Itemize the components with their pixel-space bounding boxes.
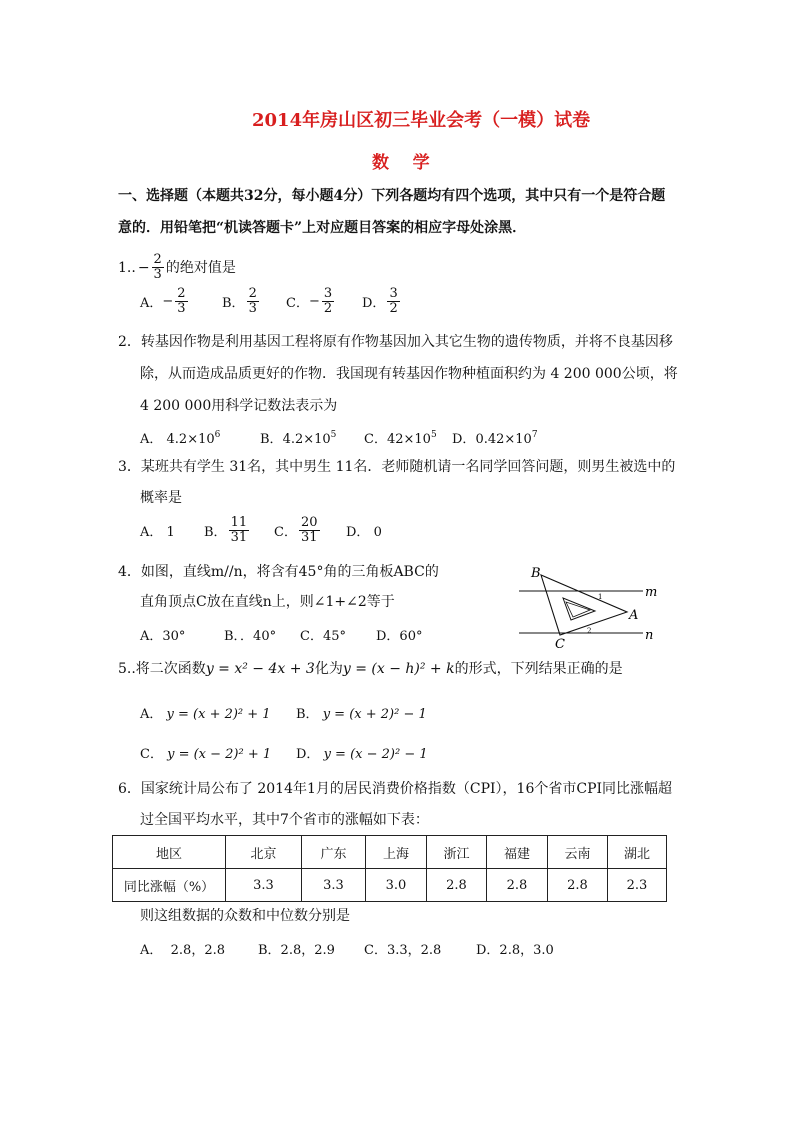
table-header-cell: 上海 <box>366 836 427 869</box>
q4-option-d[interactable]: D．60° <box>376 629 423 644</box>
table-header-cell: 湖北 <box>608 836 667 869</box>
section-instructions-line1: 一、选择题（本题共32分，每小题4分）下列各题均有四个选项，其中只有一个是符合题 <box>118 188 666 204</box>
table-header-cell: 福建 <box>487 836 548 869</box>
q6-option-b[interactable]: B．2.8，2.9 <box>258 943 335 958</box>
q2-line3: 4 200 000用科学记数法表示为 <box>140 398 338 414</box>
label-angle-1: 1 <box>598 593 603 601</box>
q4-line1: 4．如图，直线m//n，将含有45°角的三角板ABC的 <box>118 564 439 580</box>
label-n: n <box>645 628 654 643</box>
q4-line2: 直角顶点C放在直线n上，则∠1+∠2等于 <box>140 594 395 610</box>
label-b: B <box>531 566 541 581</box>
q6-option-d[interactable]: D．2.8，3.0 <box>476 943 554 958</box>
table-cell: 3.3 <box>226 869 302 902</box>
q6-line2: 过全国平均水平，其中7个省市的涨幅如下表： <box>140 812 429 828</box>
q1-number: 1.. <box>118 259 136 276</box>
q6-option-c[interactable]: C．3.3，2.8 <box>364 943 442 958</box>
q1-fraction: $\frac{2}{3}$ <box>153 252 162 282</box>
triangle-inner <box>563 598 595 620</box>
table-row <box>113 869 667 902</box>
q6-line3: 则这组数据的众数和中位数分别是 <box>140 908 350 924</box>
table-header-cell: 云南 <box>548 836 608 869</box>
label-c: C <box>555 637 565 652</box>
q5-function: y = x² − 4x + 3 <box>205 661 315 677</box>
table-row-label: 同比涨幅（%） <box>113 869 226 902</box>
q4-options <box>140 625 422 644</box>
table-cell: 2.8 <box>427 869 487 902</box>
q3-option-b[interactable]: B． $\frac{11}{31}$ <box>204 515 248 545</box>
q2-option-a[interactable]: A． $4.2\times 10^6$ <box>140 430 221 447</box>
q4-option-a[interactable]: A．30° <box>140 629 186 644</box>
q1-option-a[interactable]: A． − $\frac{2}{3}$ <box>140 286 186 316</box>
table-cell: 3.3 <box>302 869 366 902</box>
q1-option-d[interactable]: D． $\frac{3}{2}$ <box>362 286 398 316</box>
q3-option-c[interactable]: C． $\frac{20}{31}$ <box>274 515 318 545</box>
question-1 <box>118 253 236 282</box>
q6-line1: 6．国家统计局公布了 2014年1月的居民消费价格指数（CPI），16个省市CPI同比涨幅超 <box>118 781 673 797</box>
q5-options-row1 <box>140 703 427 722</box>
q2-option-d[interactable]: D．$0.42\times 10^7$ <box>452 430 538 447</box>
q2-line1: 2．转基因作物是利用基因工程将原有作物基因加入其它生物的遗传物质，并将不良基因移 <box>118 334 673 350</box>
table-cell: 2.8 <box>487 869 548 902</box>
q2-line2: 除，从而造成品质更好的作物．我国现有转基因作物种植面积约为 4 200 000公顷，将 <box>140 366 678 382</box>
q4-option-b[interactable]: B．．40° <box>224 629 277 644</box>
section-instructions-line2: 意的．用铅笔把“机读答题卡”上对应题目答案的相应字母处涂黑． <box>118 220 527 236</box>
label-a: A <box>629 608 639 623</box>
q4-option-c[interactable]: C．45° <box>300 629 346 644</box>
table-cell: 3.0 <box>366 869 427 902</box>
q1-option-c[interactable]: C． − $\frac{3}{2}$ <box>286 286 333 316</box>
label-m: m <box>645 585 658 600</box>
table-header-cell: 地区 <box>113 836 226 869</box>
q5-option-c[interactable]: C． y = (x − 2)² + 1 <box>140 747 272 762</box>
q2-options <box>140 428 538 447</box>
subject-title: 数 学 <box>372 153 430 173</box>
q4-triangle-figure <box>515 562 665 652</box>
q3-line2: 概率是 <box>140 490 182 506</box>
triangle-abc <box>541 575 627 635</box>
q6-options <box>140 939 554 958</box>
table-header-cell: 北京 <box>226 836 302 869</box>
q2-option-c[interactable]: C．$42\times 10^5$ <box>364 430 437 447</box>
q5-options-row2 <box>140 743 428 762</box>
q5-option-b[interactable]: B． y = (x + 2)² − 1 <box>296 707 427 722</box>
label-angle-2: 2 <box>587 627 592 635</box>
q3-options <box>140 516 382 545</box>
q1-option-b[interactable]: B． $\frac{2}{3}$ <box>222 286 257 316</box>
q1-options <box>140 287 402 316</box>
q3-option-d[interactable]: D． 0 <box>346 525 382 540</box>
table-cell: 2.3 <box>608 869 667 902</box>
table-header-row <box>113 836 667 869</box>
q2-option-b[interactable]: B．$4.2\times 10^5$ <box>260 430 337 447</box>
table-header-cell: 浙江 <box>427 836 487 869</box>
q5-option-d[interactable]: D． y = (x − 2)² − 1 <box>296 747 428 762</box>
q5-stem: 5..将二次函数y = x² − 4x + 3化为y = (x − h)² + k的形式，下列结果正确的是 <box>118 661 623 677</box>
q3-line1: 3．某班共有学生 31名，其中男生 11名．老师随机请一名同学回答问题，则男生被选中的 <box>118 459 676 475</box>
q1-text: 的绝对值是 <box>165 259 236 276</box>
exam-title: 2014年房山区初三毕业会考（一模）试卷 <box>252 110 591 131</box>
q5-vertex-form: y = (x − h)² + k <box>342 661 455 677</box>
q3-option-a[interactable]: A． 1 <box>140 525 175 540</box>
q6-option-a[interactable]: A． 2.8，2.8 <box>140 943 226 958</box>
table-header-cell: 广东 <box>302 836 366 869</box>
table-cell: 2.8 <box>548 869 608 902</box>
cpi-table <box>112 835 667 902</box>
q1-minus: − <box>137 259 150 276</box>
q5-option-a[interactable]: A． y = (x + 2)² + 1 <box>140 707 271 722</box>
